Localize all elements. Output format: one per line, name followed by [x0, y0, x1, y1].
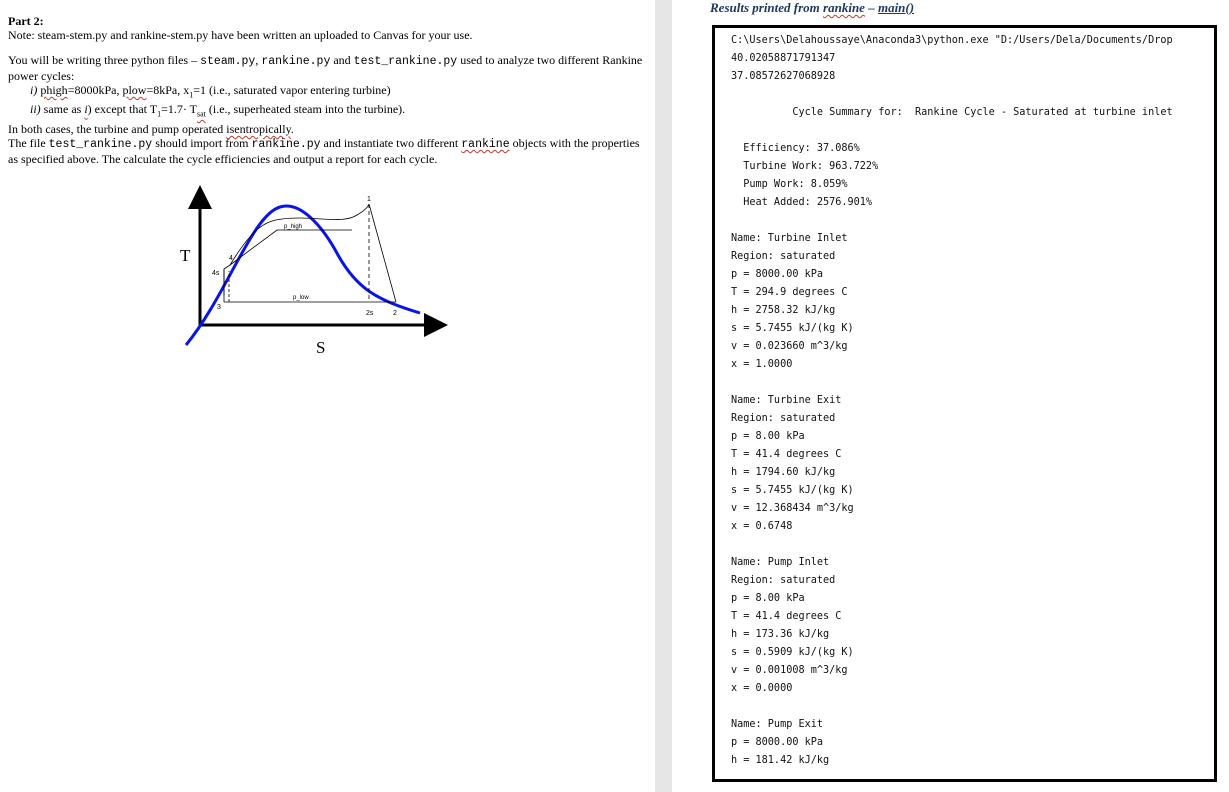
isentropic-line: In both cases, the turbine and pump operated isentropically.	[8, 121, 294, 136]
console-line: Name: Pump Inlet	[731, 557, 830, 568]
t-axis-label: T	[180, 246, 191, 265]
console-line: Name: Pump Exit	[731, 719, 824, 730]
actual-expansion	[369, 204, 396, 302]
console-line: h = 173.36 kJ/kg	[731, 629, 830, 640]
file-steam: steam.py	[200, 55, 256, 68]
console-output	[712, 25, 1217, 782]
console-line: Efficiency: 37.086%	[731, 143, 860, 154]
console-line	[731, 374, 1214, 392]
s-axis-label: S	[316, 338, 326, 357]
console-line: p = 8.00 kPa	[731, 593, 805, 604]
console-line: T = 41.4 degrees C	[731, 611, 842, 622]
case-ii: ii) same as i) except that $T_1=1.7\cdot T_{sat}$ (i.e., superheated steam into the turbine).	[30, 102, 406, 119]
part-heading: Part 2:	[8, 14, 44, 28]
file-rankine: rankine.py	[261, 55, 331, 68]
case-i: i) phigh=8000kPa, plow=8kPa, $x_1=1$ (i.e., saturated vapor entering turbine)	[30, 83, 391, 100]
console-line: Name: Turbine Inlet	[731, 233, 848, 244]
console-line: v = 0.023660 m^3/kg	[731, 341, 848, 352]
point-4s: 4s	[212, 270, 220, 277]
console-line: v = 0.001008 m^3/kg	[731, 665, 848, 676]
console-line: p = 8000.00 kPa	[731, 737, 824, 748]
console-line: T = 41.4 degrees C	[731, 449, 842, 460]
console-line: x = 0.6748	[731, 521, 793, 532]
assignment-text	[8, 14, 648, 166]
console-line	[731, 86, 1214, 104]
heat-addition-curve	[230, 204, 369, 265]
console-line: T = 294.9 degrees C	[731, 287, 848, 298]
console-line: s = 5.7455 kJ/(kg K)	[731, 323, 854, 334]
ts-diagram	[172, 185, 462, 360]
point-1: 1	[367, 196, 371, 203]
results-heading: Results printed from rankine – main()	[710, 0, 915, 15]
point-4: 4	[229, 255, 233, 262]
note-line: Note: steam-stem.py and rankine-stem.py have been written an uploaded to Canvas for your use.	[8, 28, 473, 42]
console-line: Region: saturated	[731, 575, 836, 586]
console-line: Heat Added: 2576.901%	[731, 197, 873, 208]
p-high-label: p_high	[284, 224, 303, 230]
point-3: 3	[217, 304, 221, 311]
intro-paragraph: You will be writing three python files – steam.py, rankine.py and test_rankine.py used to analyze two different Rankine power cycles:	[8, 53, 643, 83]
console-line: v = 12.368434 m^3/kg	[731, 503, 854, 514]
p-low-label: p_low	[293, 295, 309, 301]
console-line: 37.08572627068928	[731, 71, 836, 82]
console-line	[731, 698, 1214, 716]
console-line	[731, 122, 1214, 140]
console-line: Turbine Work: 963.722%	[731, 161, 879, 172]
console-line	[731, 212, 1214, 230]
console-line: h = 2758.32 kJ/kg	[731, 305, 836, 316]
console-text	[715, 28, 1214, 770]
file-test-rankine: test_rankine.py	[353, 55, 458, 68]
console-line: h = 181.42 kJ/kg	[731, 755, 830, 766]
console-line: s = 5.7455 kJ/(kg K)	[731, 485, 854, 496]
page-gutter	[655, 0, 672, 792]
console-line: 40.02058871791347	[731, 53, 836, 64]
console-line: p = 8000.00 kPa	[731, 269, 824, 280]
console-line: C:\Users\Delahoussaye\Anaconda3\python.exe "D:/Users/Dela/Documents/Drop	[731, 35, 1173, 46]
test-file-paragraph: The file test_rankine.py should import from rankine.py and instantiate two different rankine objects with the properties as specified above. The calculate the cycle efficiencies and output a report for each cycle.	[8, 135, 640, 166]
console-line: Cycle Summary for: Rankine Cycle - Saturated at turbine inlet	[731, 107, 1173, 118]
console-line: s = 0.5909 kJ/(kg K)	[731, 647, 854, 658]
console-line: h = 1794.60 kJ/kg	[731, 467, 836, 478]
console-line: p = 8.00 kPa	[731, 431, 805, 442]
point-2s: 2s	[366, 310, 374, 317]
console-line	[731, 536, 1214, 554]
console-line: x = 1.0000	[731, 359, 793, 370]
console-line: Pump Work: 8.059%	[731, 179, 848, 190]
console-line: Region: saturated	[731, 251, 836, 262]
cycle-heating-path	[224, 230, 352, 295]
console-line: x = 0.0000	[731, 683, 793, 694]
console-line: Name: Turbine Exit	[731, 395, 842, 406]
console-line: Region: saturated	[731, 413, 836, 424]
point-2: 2	[393, 310, 397, 317]
